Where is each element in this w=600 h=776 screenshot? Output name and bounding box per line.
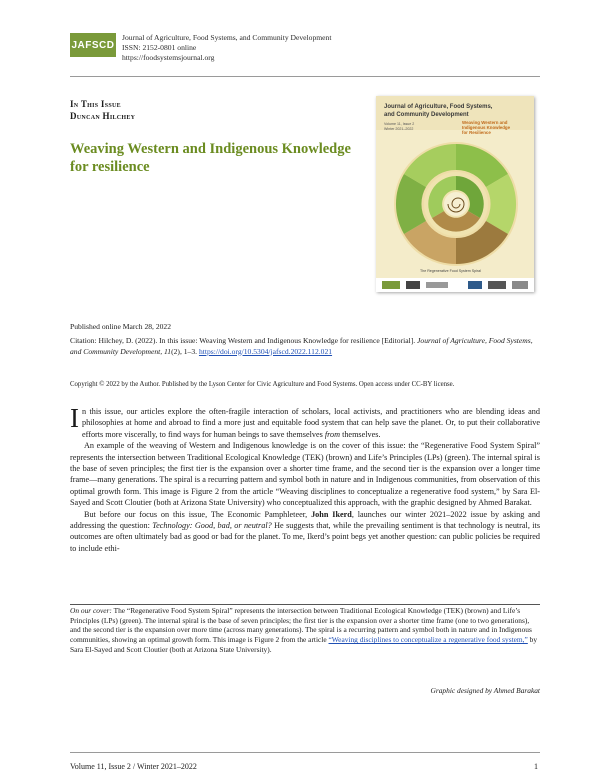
paragraph-3-bold: John Ikerd: [311, 509, 352, 519]
cover-feature-3: for Resilience: [462, 130, 491, 135]
paragraph-2: An example of the weaving of Western and Indigenous knowledge is on the cover of this issue: the “Regenerative Food System Spiral” represents the intersection between Traditional Ecological Knowledge (TEK) (brown) and Life’s Principles (LPs) (green). The internal spiral is the base of seven principles; the first tier is the expansion over a shorter time frame, and the second tier is the expansion over a longer time frame—many generations. The spiral is a recurring pattern and symbol both in nature and in Indigenous communities, from observation of this optimal growth form. This image is Figure 2 from the article “Weaving disciplines to conceptualize a regenerative food system,” by Sara El-Sayed and Scott Cloutier (both at Arizona State University) who conceptualized this approach, with the graphic designed by Ahmed Barakat.: [70, 441, 540, 508]
cover-spiral-graphic: [376, 96, 534, 292]
cover-note-text: The “Regenerative Food System Spiral” represents the intersection between Traditional Ecological Knowledge (TEK) (brown) and Life’s Principles (LPs) (green). The internal spiral is the base of seven principles; the first tier is the expansion over a shorter time frame (one to two generations), and the second tier is the expansion over more time (across many generations). The spiral is a recurring pattern and symbol both in nature and in Indigenous communities, showing an optimal growth form. This image is Figure 2 from the article: [70, 606, 532, 645]
body-text: [70, 403, 541, 554]
footer-divider: [70, 752, 540, 753]
jafscd-logo: JAFSCD: [70, 33, 116, 57]
paragraph-3-mid: , launches our winter 2021–2022 issue by asking and addressing the question:: [70, 509, 541, 531]
cover-feature-1: Weaving Western and: [462, 120, 508, 125]
cover-title-line2: and Community Development: [384, 112, 469, 118]
paragraph-1-text: n this issue, our articles explore the often-fragile interaction of scholars, local activists, and practitioners who are blending ideas and philosophies at home and abroad to find a more just and equitable food system that can help save the planet. Or, to put their collaborative efforts more viscerally, to find ways for human beings to save themselves: [82, 407, 540, 439]
cover-note-divider: [70, 604, 540, 605]
citation: [70, 336, 540, 357]
citation-journal: Journal of Agriculture, Food Systems, and Community Development, 11: [70, 336, 533, 356]
paragraph-3: [70, 509, 540, 555]
citation-text: Citation: Hilchey, D. (2022). In this issue: Weaving Western and Indigenous Knowledge for resilience [Editorial].: [70, 336, 416, 345]
cover-note: [70, 606, 540, 655]
header-divider: [70, 76, 540, 77]
cover-note-end: by Sara El-Sayed and Scott Cloutier (both at Arizona State University).: [70, 635, 538, 654]
paragraph-1-emphasis: from: [324, 429, 341, 439]
section-label: In This Issue: [70, 99, 121, 109]
paragraph-3-end: He suggests that, while the prevailing sentiment is that technology is neutral, its outcomes are often ultimately bad as good or bad for the planet. To me, Ikerd’s point begs yet another question: can public policies be required to include ethi-: [70, 521, 541, 553]
footer-volume: Volume 11, Issue 2 / Winter 2021–2022: [70, 762, 197, 771]
author-name: Duncan Hilchey: [70, 111, 136, 121]
drop-cap: I: [70, 403, 79, 433]
published-date: Published online March 28, 2022: [70, 322, 172, 331]
paragraph-3-start: But before our focus on this issue, The Economic Pamphleteer,: [84, 509, 308, 519]
cover-image: [376, 96, 534, 292]
cover-note-label: On our cover:: [70, 606, 112, 615]
spiral-group: [394, 142, 518, 266]
page-number: 1: [534, 762, 538, 771]
graphic-credit: Graphic designed by Ahmed Barakat: [430, 686, 540, 695]
citation-doi-link[interactable]: https://doi.org/10.5304/jafscd.2022.112.021: [198, 346, 333, 356]
journal-name: Journal of Agriculture, Food Systems, and Community Development: [122, 33, 332, 42]
cover-season: Winter 2021–2022: [384, 127, 414, 131]
cover-note-link[interactable]: “Weaving disciplines to conceptualize a regenerative food system,”: [328, 635, 528, 645]
citation-issue: (2), 1–3.: [171, 346, 198, 356]
paragraph-1: [70, 403, 540, 440]
journal-info: [122, 33, 331, 63]
cover-volume: Volume 11, Issue 2: [384, 122, 415, 126]
paragraph-1-end: themselves.: [342, 429, 381, 439]
paragraph-3-emphasis: Technology: Good, bad, or neutral?: [152, 521, 272, 531]
cover-feature-2: Indigenous Knowledge: [462, 125, 511, 130]
copyright-notice: Copyright © 2022 by the Author. Published by the Lyson Center for Civic Agriculture and Food Systems. Open access under CC-BY license.: [70, 381, 455, 388]
cover-bottom-note: The Regenerative Food System Spiral: [420, 269, 481, 273]
cover-title-line1: Journal of Agriculture, Food Systems,: [384, 104, 493, 110]
section-block: [70, 98, 135, 122]
journal-issn: ISSN: 2152-0801 online: [122, 43, 197, 52]
journal-url[interactable]: https://foodsystemsjournal.org: [122, 53, 215, 62]
article-title: Weaving Western and Indigenous Knowledge for resilience: [70, 141, 351, 175]
